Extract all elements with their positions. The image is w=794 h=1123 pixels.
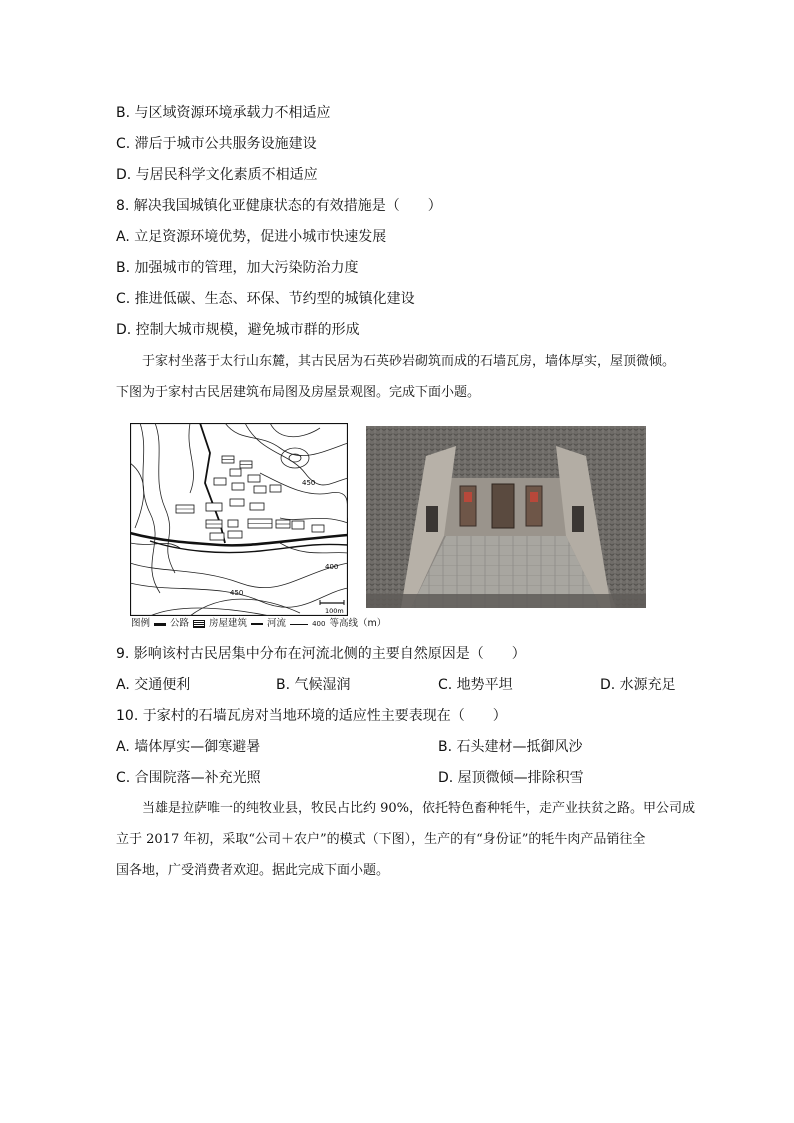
- courtyard-photo: [366, 426, 646, 608]
- option-7b: B. 与区域资源环境承载力不相适应: [116, 105, 331, 121]
- question-10-stem: 10. 于家村的石墙瓦房对当地环境的适应性主要表现在（ ）: [116, 708, 507, 724]
- legend-title: 图例: [131, 618, 151, 629]
- village-layout-map: [130, 423, 348, 616]
- legend-house: 房屋建筑: [209, 618, 248, 629]
- option-8d: D. 控制大城市规模，避免城市群的形成: [116, 322, 360, 338]
- option-10c: C. 合围院落—补充光照: [116, 770, 261, 786]
- contour-label-450-top: 450: [302, 479, 316, 487]
- option-8b: B. 加强城市的管理，加大污染防治力度: [116, 260, 359, 276]
- option-9b: B. 气候湿润: [276, 677, 351, 693]
- contour-swatch: [290, 624, 308, 625]
- scale-bar-label: 100m: [325, 607, 344, 615]
- question-8-stem: 8. 解决我国城镇化亚健康状态的有效措施是（ ）: [116, 198, 442, 214]
- option-10a: A. 墙体厚实—御寒避暑: [116, 739, 261, 755]
- contour-label-450-bottom: 450: [230, 589, 244, 597]
- option-8c: C. 推进低碳、生态、环保、节约型的城镇化建设: [116, 291, 415, 307]
- legend-road: 公路: [170, 618, 190, 629]
- option-10d: D. 屋顶微倾—排除积雪: [438, 770, 584, 786]
- road-swatch: [154, 623, 166, 626]
- option-9d: D. 水源充足: [600, 677, 676, 693]
- question-9-stem: 9. 影响该村古民居集中分布在河流北侧的主要自然原因是（ ）: [116, 646, 526, 662]
- legend-contour: 等高线（m）: [329, 618, 387, 629]
- contour-label-400: 400: [325, 563, 339, 571]
- option-9c: C. 地势平坦: [438, 677, 513, 693]
- option-8a: A. 立足资源环境优势，促进小城市快速发展: [116, 229, 387, 245]
- house-swatch: [193, 620, 205, 628]
- option-9a: A. 交通便利: [116, 677, 191, 693]
- river-swatch: [251, 623, 263, 625]
- passage-1-line-2: 下图为于家村古民居建筑布局图及房屋景观图。完成下面小题。: [116, 385, 481, 400]
- passage-2-line-3: 国各地，广受消费者欢迎。据此完成下面小题。: [116, 863, 390, 878]
- passage-1-line-1: 于家村坐落于太行山东麓，其古民居为石英砂岩砌筑而成的石墙瓦房，墙体厚实，屋顶微倾。: [142, 354, 676, 369]
- passage-2-line-1: 当雄是拉萨唯一的纯牧业县，牧民占比约 90%，依托特色畜种牦牛，走产业扶贫之路。甲公司成: [142, 801, 696, 816]
- option-7c: C. 滞后于城市公共服务设施建设: [116, 136, 317, 152]
- legend-contour-sample: 400: [312, 620, 326, 628]
- map-legend: [131, 618, 386, 630]
- option-10b: B. 石头建材—抵御风沙: [438, 739, 583, 755]
- option-7d: D. 与居民科学文化素质不相适应: [116, 167, 318, 183]
- passage-2-line-2: 立于 2017 年初，采取“公司＋农户”的模式（下图），生产的有“身份证”的牦牛肉产品销往全: [116, 832, 646, 847]
- legend-river: 河流: [267, 618, 287, 629]
